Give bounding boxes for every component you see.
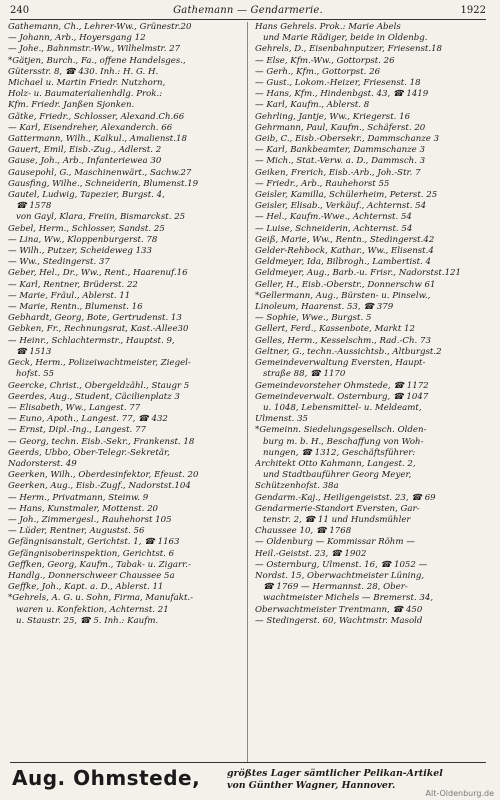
directory-entry-line: Geber, Hel., Dr., Ww., Rent., Haarenuf.16 xyxy=(8,268,188,279)
directory-entry-line: — Oldenburg — Kommissar Röhm — xyxy=(255,537,415,548)
directory-entry-line: — Elisabeth, Ww., Langest. 77 xyxy=(8,402,141,413)
directory-entry-line: — Gust., Lokom.-Heizer, Friesenst. 18 xyxy=(255,78,421,89)
watermark-text: Alt-Oldenburg.de xyxy=(425,789,494,798)
directory-entry-line: und Marie Rädiger, beide in Oldenbg. xyxy=(263,33,428,44)
ad-company-name: Aug. Ohmstede, xyxy=(12,766,201,790)
directory-entry-line: und Stadtbauführer Georg Meyer, xyxy=(263,470,412,481)
directory-entry-line: *Gehrels, A. G. u. Sohn, Firma, Manufakt.- xyxy=(8,593,194,604)
directory-entry-line: Geisler, Kamilla, Schülerheim, Peterst. 25 xyxy=(255,190,438,201)
directory-entry-line: Gause, Joh., Arb., Infanteriewea 30 xyxy=(8,156,162,167)
directory-entry-line: — Lüder, Rentner, Augustst. 56 xyxy=(8,526,145,537)
directory-entry-line: Gefängnisanstalt, Gerichtst. 1, ☎ 1163 xyxy=(8,537,180,548)
directory-entry-line: Gebel, Herm., Schlosser, Sandst. 25 xyxy=(8,223,165,234)
directory-entry-line: — Mich., Stat.-Verw. a. D., Dammsch. 3 xyxy=(255,156,426,167)
directory-entry-line: Heil.-Geistst. 23, ☎ 1902 xyxy=(255,548,367,559)
directory-entry-line: Gendarmerie-Standort Eversten, Gar- xyxy=(255,503,420,514)
directory-entry-line: — Marie, Rentn., Blumenst. 16 xyxy=(8,302,143,313)
directory-entry-line: Geltner, G., techn.-Aussichtsb., Altburgst.2 xyxy=(255,346,442,357)
directory-entry-line: straße 88, ☎ 1170 xyxy=(263,369,346,380)
directory-entry-line: waren u. Konfektion, Achternst. 21 xyxy=(16,604,169,615)
directory-entry-line: — Johe., Bahnmstr.-Ww., Wilhelmstr. 27 xyxy=(8,44,181,55)
directory-entry-line: Geldmeyer, Ida, Bilbrogh., Lambertist. 4 xyxy=(255,257,431,268)
directory-entry-line: Geiß, Marie, Ww., Rentn., Stedingerst.42 xyxy=(255,234,435,245)
directory-entry-line: — Johann, Arb., Hoyersgang 12 xyxy=(8,33,146,44)
directory-entry-line: Gattermann, Wilh., Kalkul., Amalienst.18 xyxy=(8,134,187,145)
directory-entry-line: Gelder-Rehbock, Kathar., Ww., Elisenst.4 xyxy=(255,246,434,257)
directory-entry-line: Gefängnisoberinspektion, Gerichtst. 6 xyxy=(8,548,175,559)
directory-entry-line: — Karl, Kaufm., Ablerst. 8 xyxy=(255,100,370,111)
directory-entry-line: Oberwachtmeister Trentmann, ☎ 450 xyxy=(255,604,423,615)
directory-entry-line: ☎ 1513 xyxy=(16,346,52,357)
directory-entry-line: Ulmenst. 35 xyxy=(255,414,309,425)
directory-entry-line: Gebken, Fr., Rechnungsrat, Kast.-Allee30 xyxy=(8,324,189,335)
directory-entry-line: Geffken, Georg, Kaufm., Tabak- u. Zigarr.- xyxy=(8,559,191,570)
directory-entry-line: Gemeindeverwalt. Osternburg, ☎ 1047 xyxy=(255,391,429,402)
directory-entry-line: hofst. 55 xyxy=(16,369,55,380)
directory-entry-line: Gausfing, Wilhe., Schneiderin, Blumenst.19 xyxy=(8,178,199,189)
directory-entry-line: — Heinr., Schlachtermstr., Hauptst. 9, xyxy=(8,335,175,346)
directory-entry-line: nungen, ☎ 1312, Geschäftsführer: xyxy=(263,447,416,458)
ad-line-1: größtes Lager sämtlicher Pelikan-Artikel xyxy=(227,768,443,779)
directory-entry-line: Geerken, Wilh., Oberdesinfektor, Efeust. 20 xyxy=(8,470,199,481)
directory-entry-line: Geib, C., Eisb.-Obersekr., Dammschanze 3 xyxy=(255,134,440,145)
directory-entry-line: Gütersstr. 8, ☎ 430. Inh.: H. G. H. xyxy=(8,66,159,77)
directory-entry-line: — Friedr., Arb., Rauhehorst 55 xyxy=(255,178,390,189)
directory-entry-line: Architekt Otto Kahmann, Langest. 2, xyxy=(255,458,416,469)
directory-entry-line: u. Staustr. 25, ☎ 5. Inh.: Kaufm. xyxy=(16,615,159,626)
directory-entry-line: — Karl, Eisendreher, Alexanderch. 66 xyxy=(8,122,173,133)
directory-entry-line: Geisler, Elisab., Verkäuf., Achternst. 54 xyxy=(255,201,427,212)
directory-entry-line: Gellert, Ferd., Kassenbote, Markt 12 xyxy=(255,324,415,335)
directory-entry-line: Gehrels, D., Eisenbahnputzer, Friesenst.18 xyxy=(255,44,443,55)
directory-entry-line: Gätke, Friedr., Schlosser, Alexand.Ch.66 xyxy=(8,111,185,122)
directory-entry-line: Geerds, Ubbo, Ober-Telegr.-Sekretär, xyxy=(8,447,170,458)
directory-entry-line: Gebhardt, Georg, Bote, Gertrudenst. 13 xyxy=(8,313,182,324)
directory-entry-line: — Stedingerst. 60, Wachtmstr. Masold xyxy=(255,615,423,626)
directory-entry-line: *Gemeinn. Siedelungsgesellsch. Olden- xyxy=(255,425,427,436)
directory-entry-line: *Gätjen, Burch., Fa., offene Handelsges., xyxy=(8,55,186,66)
directory-entry-line: — Joh., Zimmergesl., Rauhehorst 105 xyxy=(8,514,172,525)
directory-entry-line: — Luise, Schneiderin, Achternst. 54 xyxy=(255,223,413,234)
directory-entry-line: — Georg, techn. Eisb.-Sekr., Frankenst. 18 xyxy=(8,436,195,447)
directory-entry-line: Geerdes, Aug., Student, Cäcilienplatz 3 xyxy=(8,391,180,402)
directory-entry-line: Geller, H., Eisb.-Oberstr., Donnerschw 61 xyxy=(255,279,436,290)
directory-entry-line: — Osternburg, Ulmenst. 16, ☎ 1052 — xyxy=(255,559,428,570)
directory-entry-line: Linoleum, Haarenst. 53, ☎ 379 xyxy=(255,302,394,313)
directory-entry-line: Chaussee 10, ☎ 1768 xyxy=(255,526,352,537)
directory-entry-line: — Sophie, Wwe., Burgst. 5 xyxy=(255,313,372,324)
directory-entry-line: — Euno, Apoth., Langest. 77, ☎ 432 xyxy=(8,414,168,425)
directory-entry-line: u. 1048, Lebensmittel- u. Meldeamt, xyxy=(263,402,422,413)
directory-entry-line: — Karl, Bankbeamter, Dammschanze 3 xyxy=(255,145,425,156)
directory-entry-line: Gausepohl, G., Maschinenwärt., Sachw.27 xyxy=(8,167,192,178)
directory-entry-line: — Marie, Fräul., Ablerst. 11 xyxy=(8,290,131,301)
page-year: 1922 xyxy=(460,5,486,16)
footer-rule xyxy=(10,762,486,763)
directory-entry-line: — Hans, Kunstmaler, Mottenst. 20 xyxy=(8,503,159,514)
directory-entry-line: Gehrling, Jantje, Ww., Kriegerst. 16 xyxy=(255,111,411,122)
directory-entry-line: — Ernst, Dipl.-Ing., Langest. 77 xyxy=(8,425,146,436)
directory-entry-line: — Wilh., Putzer, Scheideweg 133 xyxy=(8,246,152,257)
directory-entry-line: Nadorsterst. 49 xyxy=(8,458,77,469)
directory-entry-line: Nordst. 15, Oberwachtmeister Lüning, xyxy=(255,570,425,581)
column-divider xyxy=(247,22,248,762)
directory-entry-line: — Ww., Stedingerst. 37 xyxy=(8,257,110,268)
directory-entry-line: ☎ 1578 xyxy=(16,201,52,212)
directory-entry-line: Kfm. Friedr. Janßen Sjonken. xyxy=(8,100,135,111)
directory-entry-line: Geldmeyer, Aug., Barb.-u. Frisr., Nadorstst.121 xyxy=(255,268,461,279)
directory-entry-line: — Karl, Rentner, Brüderst. 22 xyxy=(8,279,138,290)
directory-entry-line: — Hel., Kaufm.-Wwe., Achternst. 54 xyxy=(255,212,412,223)
directory-entry-line: ☎ 1769 — Hermannst. 28, Ober- xyxy=(263,582,408,593)
page-header xyxy=(10,4,486,18)
directory-entry-line: Holz- u. Baumaterialienhdlg. Prok.: xyxy=(8,89,163,100)
directory-entry-line: wachtmeister Michels — Bremerst. 34, xyxy=(263,593,434,604)
directory-entry-line: Gehrmann, Paul, Kaufm., Schäferst. 20 xyxy=(255,122,426,133)
directory-entry-line: Geercke, Christ., Obergeldzähl., Staugr 5 xyxy=(8,380,190,391)
directory-entry-line: Handlg., Donnerschweer Chaussee 5a xyxy=(8,570,175,581)
right-column xyxy=(255,22,487,760)
directory-entry-line: burg m. b. H., Beschaffung von Woh- xyxy=(263,436,424,447)
page-title: Gathemann — Gendarmerie. xyxy=(173,5,323,16)
directory-entry-line: — Hans, Kfm., Hindenbgst. 43, ☎ 1419 xyxy=(255,89,429,100)
directory-entry-line: Geerken, Aug., Eisb.-Zugf., Nadorstst.104 xyxy=(8,481,191,492)
left-column xyxy=(8,22,240,760)
advertisement xyxy=(12,765,482,795)
directory-entry-line: von Gayl, Klara, Freiin, Bismarckst. 25 xyxy=(16,212,186,223)
directory-entry-line: Gauert, Emil, Eisb.-Zug., Adlerst. 2 xyxy=(8,145,162,156)
directory-entry-line: Geck, Herm., Polizeiwachtmeister, Ziegel- xyxy=(8,358,191,369)
directory-entry-line: Hans Gehrels. Prok.: Marie Abels xyxy=(255,22,401,32)
directory-entry-line: Gemeindevorsteher Ohmstede, ☎ 1172 xyxy=(255,380,429,391)
directory-entry-line: — Lina, Ww., Kloppenburgerst. 78 xyxy=(8,234,158,245)
directory-entry-line: — Herm., Privatmann, Steinw. 9 xyxy=(8,492,149,503)
directory-entry-line: Schützenhofst. 38a xyxy=(255,481,339,492)
page-number: 240 xyxy=(10,5,30,16)
ad-line-2: von Günther Wagner, Hannover. xyxy=(227,780,396,791)
directory-entry-line: *Gellermann, Aug., Bürsten- u. Pinselw., xyxy=(255,290,431,301)
header-rule xyxy=(10,19,486,20)
directory-entry-line: Gendarm.-Kaj., Heiligengeistst. 23, ☎ 69 xyxy=(255,492,436,503)
directory-entry-line: — Gerh., Kfm., Gottorpst. 26 xyxy=(255,66,381,77)
directory-entry-line: Geiken, Frerich, Eisb.-Arb., Joh.-Str. 7 xyxy=(255,167,421,178)
directory-entry-line: Gelles, Herm., Kesselschm., Rad.-Ch. 73 xyxy=(255,335,431,346)
directory-entry-line: Gathemann, Ch., Lehrer-Ww., Grünestr.20 xyxy=(8,22,192,32)
directory-entry-line: Geffke, Joh., Kapt. a. D., Ablerst. 11 xyxy=(8,582,164,593)
directory-entry-line: — Else, Kfm.-Ww., Gottorpst. 26 xyxy=(255,55,395,66)
directory-entry-line: Gautel, Ludwig, Tapezier, Burgst. 4, xyxy=(8,190,165,201)
directory-entry-line: Michael u. Martin Friedr. Nutzhorn, xyxy=(8,78,166,89)
directory-entry-line: Gemeindeverwaltung Eversten, Haupt- xyxy=(255,358,426,369)
directory-entry-line: tenstr. 2, ☎ 11 und Hundsmühler xyxy=(263,514,411,525)
